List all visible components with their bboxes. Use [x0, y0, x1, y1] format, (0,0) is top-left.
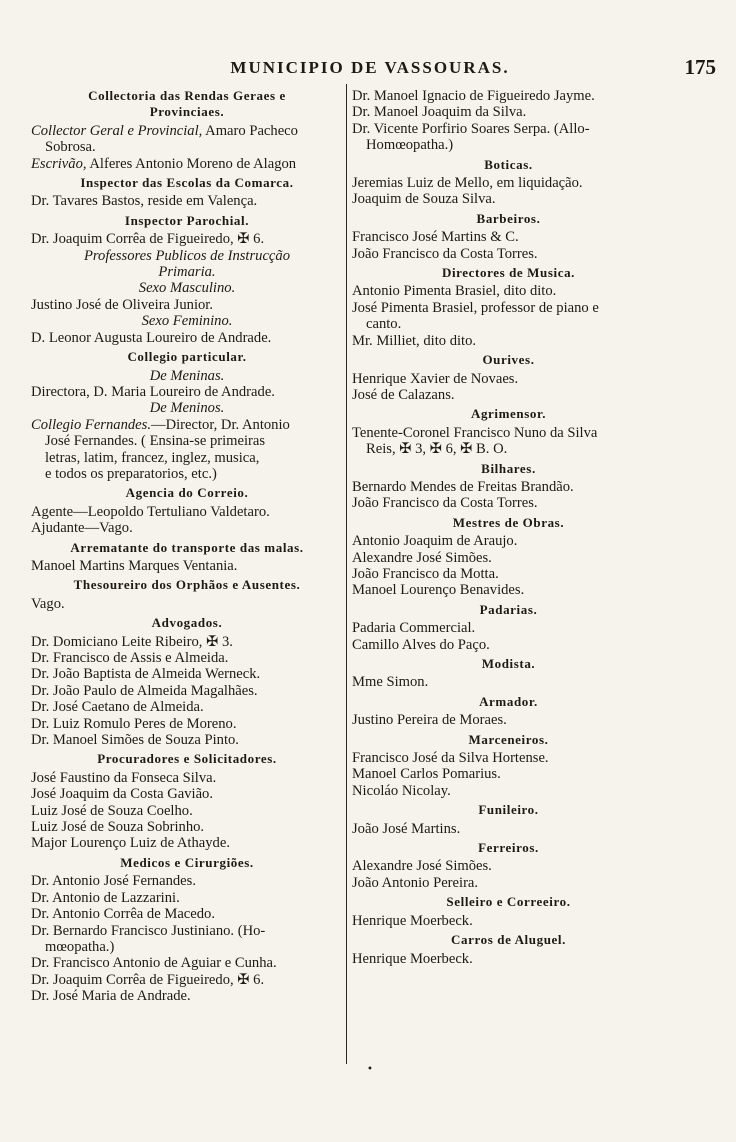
entry-line: Collegio Fernandes.—Director, Dr. Antonio: [31, 416, 290, 433]
entry-line: Justino José de Oliveira Junior.: [31, 296, 214, 313]
list-item: Dr. Vicente Porfirio Soares Serpa. (Allo-: [352, 120, 590, 137]
entry-line: Ajudante—Vago.: [31, 520, 133, 537]
list-item: Antonio Joaquim de Araujo.: [352, 533, 518, 550]
list-item: Dr. Joaquim Corrêa de Figueiredo, ✠ 6.: [31, 971, 265, 988]
list-item: Jeremias Luiz de Mello, em liquidação.: [352, 175, 583, 192]
list-item: Dr. Manoel Simões de Souza Pinto.: [31, 732, 239, 749]
section-heading: Arrematante do transporte das malas.: [70, 539, 304, 555]
list-item: Camillo Alves do Paço.: [352, 636, 490, 653]
entry-line: Dr. Tavares Bastos, reside em Valença.: [31, 193, 258, 210]
section-heading: Inspector das Escolas da Comarca.: [80, 175, 294, 191]
list-item: Dr. Antonio Corrêa de Macedo.: [31, 906, 215, 923]
entry-line: Collector Geral e Provincial, Amaro Pacheco: [31, 122, 298, 139]
subheading: De Meninos.: [149, 400, 225, 417]
list-item: Dr. Antonio de Lazzarini.: [31, 889, 180, 906]
section-heading: Provinciaes.: [149, 104, 225, 120]
section-heading: Thesoureiro dos Orphãos e Ausentes.: [73, 577, 301, 593]
list-item: Bernardo Mendes de Freitas Brandão.: [352, 478, 574, 495]
list-item: Mme Simon.: [352, 674, 429, 691]
column-divider: [346, 84, 347, 1064]
list-item: Reis, ✠ 3, ✠ 6, ✠ B. O.: [366, 441, 508, 458]
list-item: Dr. João Paulo de Almeida Magalhães.: [31, 682, 258, 699]
section-heading: Agrimensor.: [470, 406, 547, 422]
list-item: Dr. José Maria de Andrade.: [31, 988, 191, 1005]
entry-line: Agente—Leopoldo Tertuliano Valdetaro.: [31, 503, 270, 520]
list-item: mœopatha.): [45, 938, 115, 955]
entry-line: e todos os preparatorios, etc.): [45, 465, 217, 482]
list-item: Henrique Xavier de Novaes.: [352, 370, 519, 387]
list-item: José Pimenta Brasiel, professor de piano e: [352, 299, 599, 316]
section-heading: Modista.: [481, 656, 536, 671]
section-heading: Bilhares.: [481, 460, 536, 476]
subheading: Primaria.: [158, 264, 216, 281]
entry-line: Vago.: [31, 595, 65, 612]
list-item: Dr. João Baptista de Almeida Werneck.: [31, 666, 261, 683]
list-item: José Joaquim da Costa Gavião.: [31, 786, 213, 803]
list-item: Luiz José de Souza Sobrinho.: [31, 819, 205, 836]
list-item: Henrique Moerbeck.: [352, 950, 473, 967]
page-header: [20, 55, 720, 82]
list-item: João José Martins.: [352, 820, 461, 837]
list-item: Dr. Francisco Antonio de Aguiar e Cunha.: [31, 955, 277, 972]
list-item: Joaquim de Souza Silva.: [352, 191, 496, 208]
list-item: João Francisco da Costa Torres.: [352, 245, 538, 262]
page-title: MUNICIPIO DE VASSOURAS.: [230, 58, 510, 77]
list-item: Dr. José Caetano de Almeida.: [31, 699, 204, 716]
list-item: Manoel Carlos Pomarius.: [352, 766, 501, 783]
page-number: 175: [684, 55, 716, 79]
left-column: [31, 88, 343, 1005]
entry-line: letras, latim, francez, inglez, musica,: [45, 449, 260, 466]
section-heading: Inspector Parochial.: [124, 212, 250, 228]
entry-line: Escrivão, Alferes Antonio Moreno de Alagon: [31, 155, 297, 172]
entry-line: Directora, D. Maria Loureiro de Andrade.: [31, 383, 275, 400]
list-item: João Francisco da Costa Torres.: [352, 495, 538, 512]
entry-line: José Fernandes. ( Ensina-se primeiras: [45, 433, 266, 450]
section-heading: Selleiro e Correeiro.: [446, 894, 571, 910]
list-item: Francisco José da Silva Hortense.: [352, 750, 549, 767]
list-item: Dr. Francisco de Assis e Almeida.: [31, 650, 229, 666]
list-item: Antonio Pimenta Brasiel, dito dito.: [352, 283, 557, 300]
section-heading: Armador.: [479, 693, 538, 709]
right-column: [352, 88, 665, 967]
subheading: Professores Publicos de Instrucção: [83, 247, 291, 264]
section-heading: Funileiro.: [478, 802, 539, 818]
list-item: Padaria Commercial.: [352, 620, 476, 637]
entry-line: Manoel Martins Marques Ventania.: [31, 557, 238, 574]
list-item: Henrique Moerbeck.: [352, 912, 473, 929]
section-heading: Carros de Aluguel.: [451, 932, 566, 948]
subheading: De Meninas.: [149, 367, 225, 384]
list-item: Dr. Bernardo Francisco Justiniano. (Ho-: [31, 922, 266, 939]
list-item: João Antonio Pereira.: [352, 874, 479, 891]
list-item: João Francisco da Motta.: [352, 565, 499, 582]
list-item: Dr. Manoel Joaquim da Silva.: [352, 104, 527, 121]
list-item: Nicoláo Nicolay.: [352, 782, 451, 799]
list-item: Alexandre José Simões.: [352, 858, 492, 875]
list-item: Dr. Antonio José Fernandes.: [31, 873, 196, 890]
section-heading: Collectoria das Rendas Geraes e: [88, 88, 286, 103]
list-item: Mr. Milliet, dito dito.: [352, 332, 477, 349]
section-heading: Padarias.: [479, 601, 538, 617]
list-item: Francisco José Martins & C.: [352, 229, 519, 246]
list-item: Justino Pereira de Moraes.: [352, 712, 507, 729]
list-item: Tenente-Coronel Francisco Nuno da Silva: [352, 424, 598, 441]
list-item: canto.: [366, 316, 402, 333]
section-heading: Ourives.: [482, 352, 535, 368]
section-heading: Ferreiros.: [478, 840, 539, 856]
entry-line: D. Leonor Augusta Loureiro de Andrade.: [31, 329, 272, 346]
list-item: Dr. Luiz Romulo Peres de Moreno.: [31, 715, 237, 732]
list-item: José de Calazans.: [352, 386, 455, 403]
entry-line: Dr. Joaquim Corrêa de Figueiredo, ✠ 6.: [31, 231, 265, 248]
print-mark: •: [367, 1064, 373, 1075]
list-item: Dr. Domiciano Leite Ribeiro, ✠ 3.: [31, 633, 233, 650]
section-heading: Agencia do Correio.: [125, 485, 249, 501]
subheading: Sexo Feminino.: [141, 313, 233, 330]
section-heading: Directores de Musica.: [441, 265, 576, 281]
section-heading: Marceneiros.: [468, 731, 549, 747]
list-item: Homœopatha.): [366, 137, 454, 154]
list-item: Dr. Manoel Ignacio de Figueiredo Jayme.: [352, 88, 595, 104]
list-item: Major Lourenço Luiz de Athayde.: [31, 835, 230, 852]
section-heading: Collegio particular.: [127, 349, 247, 365]
section-heading: Medicos e Cirurgiões.: [120, 854, 254, 870]
section-heading: Boticas.: [484, 156, 533, 172]
list-item: Luiz José de Souza Coelho.: [31, 802, 193, 819]
section-heading: Procuradores e Solicitadores.: [97, 751, 277, 767]
subheading: Sexo Masculino.: [138, 280, 236, 297]
list-item: José Faustino da Fonseca Silva.: [31, 769, 217, 786]
list-item: Manoel Lourenço Benavides.: [352, 582, 525, 599]
section-heading: Barbeiros.: [476, 210, 541, 226]
entry-line: Sobrosa.: [45, 139, 96, 156]
section-heading: Mestres de Obras.: [452, 514, 565, 530]
section-heading: Advogados.: [151, 615, 223, 631]
list-item: Alexandre José Simões.: [352, 549, 492, 566]
